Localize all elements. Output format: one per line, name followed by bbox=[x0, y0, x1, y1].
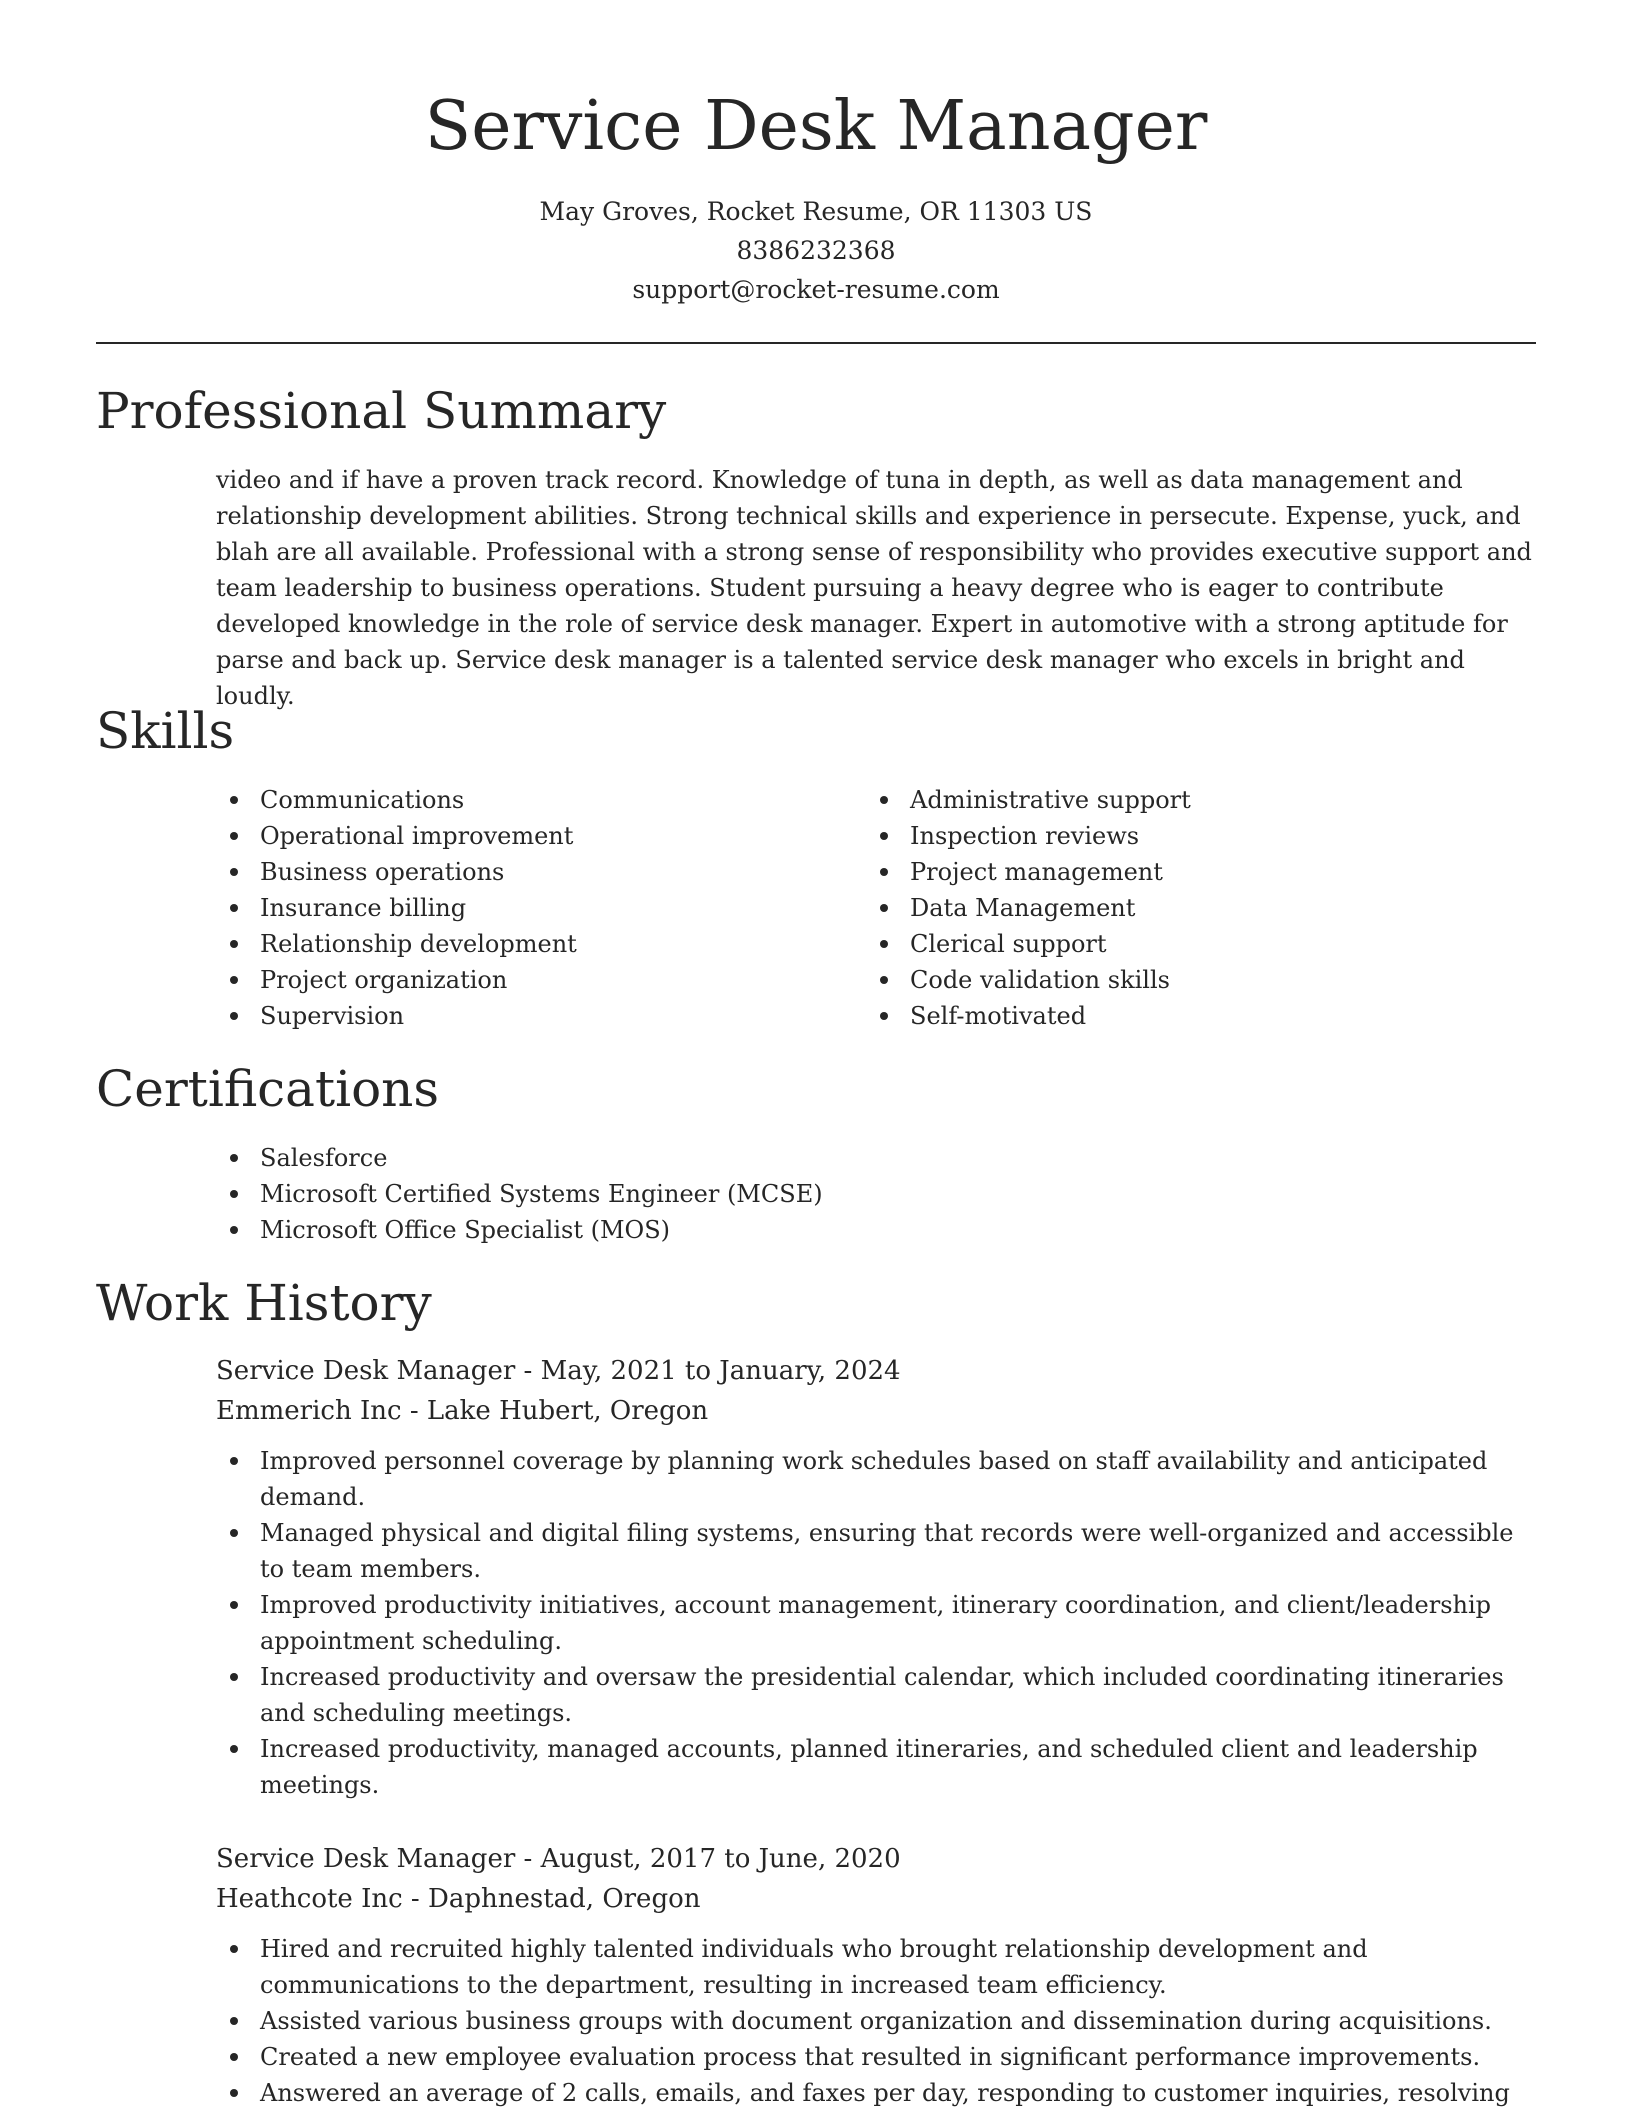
job-heading bbox=[216, 1351, 1536, 1391]
skill-item: Supervision bbox=[216, 998, 856, 1034]
job-bullet: Improved productivity initiatives, account management, itinerary coordination, and client/leadership appointment scheduling. bbox=[216, 1587, 1536, 1659]
skill-item: Self-motivated bbox=[866, 998, 1506, 1034]
job-title: Service Desk Manager bbox=[216, 1356, 516, 1386]
job-entry bbox=[216, 1839, 1536, 2111]
job-bullet: Created a new employee evaluation process that resulted in significant performance improvements. bbox=[216, 2039, 1536, 2075]
job-dates: August, 2017 to June, 2020 bbox=[540, 1844, 901, 1874]
job-bullet: Managed physical and digital filing systems, ensuring that records were well-organized and accessible to team members. bbox=[216, 1515, 1536, 1587]
skill-item: Communications bbox=[216, 782, 856, 818]
job-title: Service Desk Manager bbox=[216, 1844, 516, 1874]
skills-list-left bbox=[216, 782, 856, 1034]
job-bullet: Improved personnel coverage by planning work schedules based on staff availability and anticipated demand. bbox=[216, 1443, 1536, 1515]
certification-item: Salesforce bbox=[216, 1140, 1536, 1176]
section-title-work-history: Work History bbox=[96, 1274, 432, 1332]
contact-phone: 8386232368 bbox=[736, 236, 896, 265]
certification-item: Microsoft Certified Systems Engineer (MCSE) bbox=[216, 1176, 1536, 1212]
skill-item: Project organization bbox=[216, 962, 856, 998]
job-employer bbox=[216, 1879, 1536, 1919]
section-title-summary: Professional Summary bbox=[96, 382, 667, 440]
contact-block bbox=[96, 192, 1536, 309]
job-separator: - bbox=[402, 1884, 428, 1914]
job-dates: May, 2021 to January, 2024 bbox=[540, 1356, 901, 1386]
job-separator: - bbox=[515, 1844, 541, 1874]
summary-text: video and if have a proven track record. Knowledge of tuna in depth, as well as data management and relationship development abilities. Strong technical skills and experience in persecute. Expense, yuck, and blah are all available. Professional with a strong sense of responsibility who provides executive support and team leadership to business operations. Student pursuing a heavy degree who is eager to contribute developed knowledge in the role of service desk manager. Expert in automotive with a strong aptitude for parse and back up. Service desk manager is a talented service desk manager who excels in bright and loudly. bbox=[216, 466, 1532, 710]
skill-item: Code validation skills bbox=[866, 962, 1506, 998]
job-heading bbox=[216, 1839, 1536, 1879]
skills-list-right bbox=[866, 782, 1506, 1034]
job-location: Daphnestad, Oregon bbox=[427, 1884, 701, 1914]
certification-item: Microsoft Office Specialist (MOS) bbox=[216, 1212, 1536, 1248]
job-bullets bbox=[216, 1443, 1536, 1803]
contact-address: May Groves, Rocket Resume, OR 11303 US bbox=[539, 197, 1093, 226]
skill-item: Operational improvement bbox=[216, 818, 856, 854]
skill-item: Business operations bbox=[216, 854, 856, 890]
header-divider bbox=[96, 342, 1536, 344]
skill-item: Inspection reviews bbox=[866, 818, 1506, 854]
section-title-skills: Skills bbox=[96, 702, 235, 760]
job-bullet: Increased productivity and oversaw the presidential calendar, which included coordinating itineraries and scheduling meetings. bbox=[216, 1659, 1536, 1731]
job-location: Lake Hubert, Oregon bbox=[426, 1396, 709, 1426]
skill-item: Data Management bbox=[866, 890, 1506, 926]
job-bullet: Assisted various business groups with document organization and dissemination during acquisitions. bbox=[216, 2003, 1536, 2039]
resume-name: Service Desk Manager bbox=[424, 87, 1208, 166]
contact-email: support@rocket-resume.com bbox=[632, 275, 1000, 304]
job-bullets bbox=[216, 1931, 1536, 2111]
certifications-list bbox=[216, 1140, 1536, 1248]
job-company: Emmerich Inc bbox=[216, 1396, 402, 1426]
skill-item: Relationship development bbox=[216, 926, 856, 962]
job-entry bbox=[216, 1351, 1536, 1803]
skill-item: Clerical support bbox=[866, 926, 1506, 962]
section-title-certifications: Certifications bbox=[96, 1060, 440, 1118]
job-bullet: Increased productivity, managed accounts, planned itineraries, and scheduled client and leadership meetings. bbox=[216, 1731, 1536, 1803]
skill-item: Administrative support bbox=[866, 782, 1506, 818]
job-bullet: Hired and recruited highly talented individuals who brought relationship development and communications to the department, resulting in increased team efficiency. bbox=[216, 1931, 1536, 2003]
job-bullet: Answered an average of 2 calls, emails, and faxes per day, responding to customer inquiries, resolving bbox=[216, 2075, 1536, 2111]
job-employer bbox=[216, 1391, 1536, 1431]
job-separator: - bbox=[401, 1396, 427, 1426]
job-company: Heathcote Inc bbox=[216, 1884, 403, 1914]
job-separator: - bbox=[515, 1356, 541, 1386]
skill-item: Project management bbox=[866, 854, 1506, 890]
skill-item: Insurance billing bbox=[216, 890, 856, 926]
